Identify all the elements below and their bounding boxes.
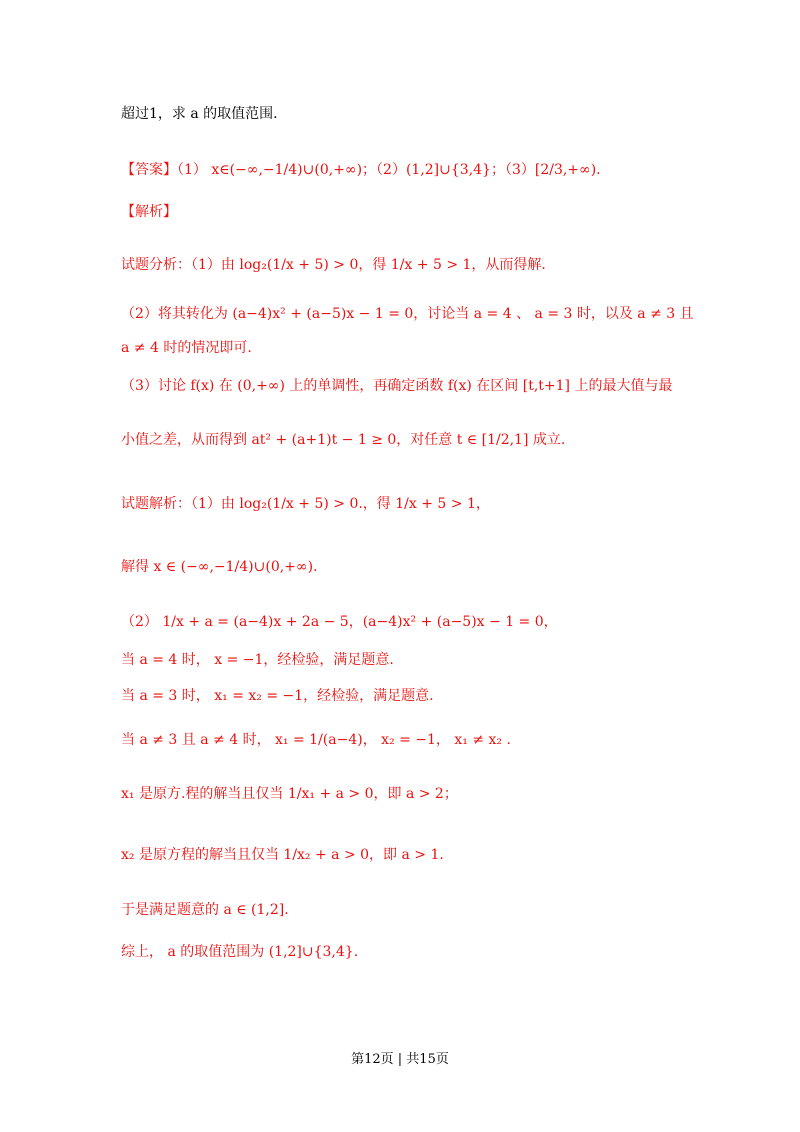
analysis-step-2: （2）将其转化为 (a−4)x² + (a−5)x − 1 = 0，讨论当 a = 4 、 a = 3 时，以及 a ≠ 3 且 [121,306,694,322]
conclusion: 综上， a 的取值范围为 (1,2]∪{3,4}. [121,944,359,960]
solution-step-2: （2） 1/x + a = (a−4)x + 2a − 5，(a−4)x² + (a−5)x − 1 = 0， [121,614,558,630]
case-general: 当 a ≠ 3 且 a ≠ 4 时， x₁ = 1/(a−4)， x₂ = −1， x₁ ≠ x₂ . [121,732,511,748]
analysis-step-2-cont: a ≠ 4 时的情况即可. [121,340,252,356]
solution-step-1-result: 解得 x ∈ (−∞,−1/4)∪(0,+∞). [121,559,318,575]
problem-tail: 超过1，求 a 的取值范围. [121,106,278,122]
analysis-heading: 【解析】 [121,204,177,220]
case-a-4: 当 a = 4 时， x = −1，经检验，满足题意. [121,652,394,668]
analysis-step-1: 试题分析：（1）由 log₂(1/x + 5) > 0，得 1/x + 5 > 1，从而得解. [121,257,546,273]
page-footer: 第12页 | 共15页 [351,1052,449,1067]
solution-step-1: 试题解析：（1）由 log₂(1/x + 5) > 0.，得 1/x + 5 > 1， [121,496,490,512]
analysis-step-3: （3）讨论 f(x) 在 (0,+∞) 上的单调性，再确定函数 f(x) 在区间 [t,t+1] 上的最大值与最 [121,378,673,394]
x2-condition: x₂ 是原方程的解当且仅当 1/x₂ + a > 0，即 a > 1. [121,847,444,863]
case-a-3: 当 a = 3 时， x₁ = x₂ = −1，经检验，满足题意. [121,688,434,704]
x1-condition: x₁ 是原方.程的解当且仅当 1/x₁ + a > 0，即 a > 2； [121,786,458,802]
answer-line: 【答案】（1） x∈(−∞,−1/4)∪(0,+∞)；（2）(1,2]∪{3,4}；（3）[2/3,+∞). [121,162,601,178]
analysis-step-3-cont: 小值之差，从而得到 at² + (a+1)t − 1 ≥ 0，对任意 t ∈ [1/2,1] 成立. [121,432,566,448]
range-step-2: 于是满足题意的 a ∈ (1,2]. [121,902,289,918]
